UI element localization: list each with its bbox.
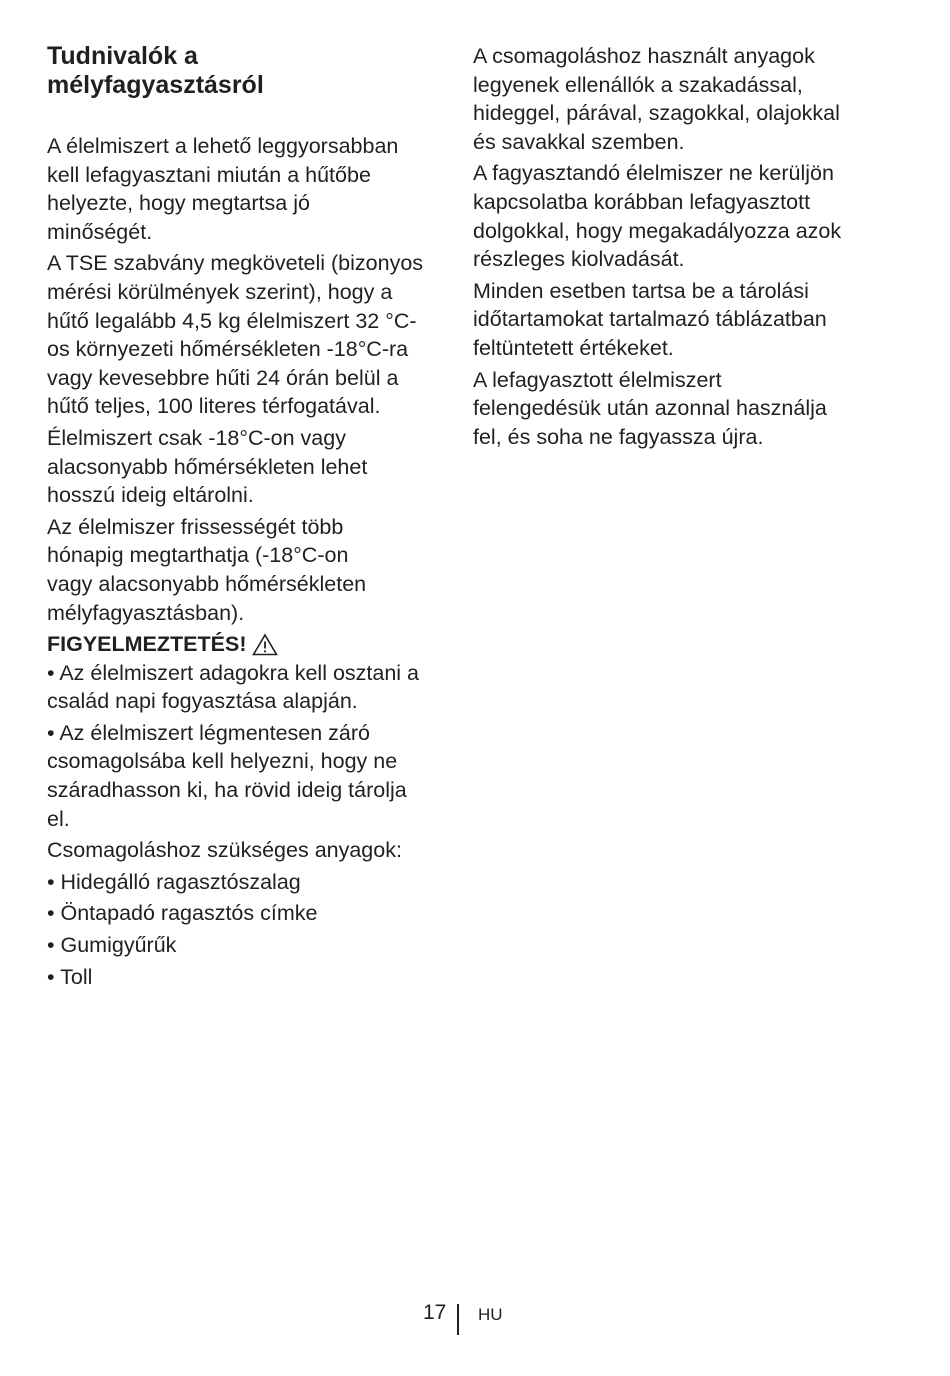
paragraph-tse-standard: A TSE szabvány megköveteli (bizonyos mérési körülmények szerint), hogy a hűtő legalább 4,5 kg élelmiszert 32 °C- os környezeti hőmérsékleten -18°C-ra vagy kevesebbre hűti 24 órán belül a hűtő teljes, 100 literes térfogatával. [47,251,424,419]
warning-label: FIGYELMEZTETÉS! [47,632,247,657]
warning-bullet-portions: • Az élelmiszert adagokra kell osztani a család napi fogyasztása alapján. [47,660,420,714]
materials-intro: Csomagoláshoz szükséges anyagok: [47,838,402,863]
materials-item: • Öntapadó ragasztós címke [47,901,318,926]
language-code: HU [478,1305,503,1324]
warning-heading [47,630,452,659]
footer-divider [457,1304,459,1335]
materials-item: • Gumigyűrűk [47,933,177,958]
paragraph-freshness: Az élelmiszer frissességét több hónapig megtarthatja (-18°C-on vagy alacsonyabb hőmérsékleten mélyfagyasztásban). [47,514,367,625]
paragraph-freeze-quickly: A élelmiszert a lehető leggyorsabban kell lefagyasztani miután a hűtőbe helyezte, hogy megtartsa jó minőségét. [47,134,399,244]
warning-bullet-airtight: • Az élelmiszert légmentesen záró csomagolsába kell helyezni, hogy ne száradhasson ki, ha rövid ideig tárolja el. [47,720,407,831]
left-column [47,42,452,994]
section-heading: Tudnivalók a mélyfagyasztásról [47,42,264,99]
materials-item: • Toll [47,964,93,989]
right-column [473,42,883,454]
page-footer [0,1300,950,1340]
paragraph-storage-times: Minden esetben tartsa be a tárolási időtartamokat tartalmazó táblázatban feltüntetett értékeket. [473,278,827,360]
paragraph-long-storage: Élelmiszert csak -18°C-on vagy alacsonyabb hőmérsékleten lehet hosszú ideig eltárolni. [47,425,368,508]
paragraph-no-refreeze: A lefagyasztott élelmiszert felengedésük után azonnal használja fel, és soha ne fagyassza újra. [473,367,827,449]
materials-item: • Hidegálló ragasztószalag [47,869,301,894]
warning-triangle-icon [252,633,278,656]
paragraph-packaging-materials: A csomagoláshoz használt anyagok legyenek ellenállók a szakadással, hideggel, párával, szagokkal, olajokkal és savakkal szemben. [473,44,840,154]
page-number: 17 [423,1301,447,1324]
paragraph-no-contact: A fagyasztandó élelmiszer ne kerüljön kapcsolatba korábban lefagyasztott dolgokkal, hogy megakadályozza azok részleges kiolvadását. [473,161,842,272]
